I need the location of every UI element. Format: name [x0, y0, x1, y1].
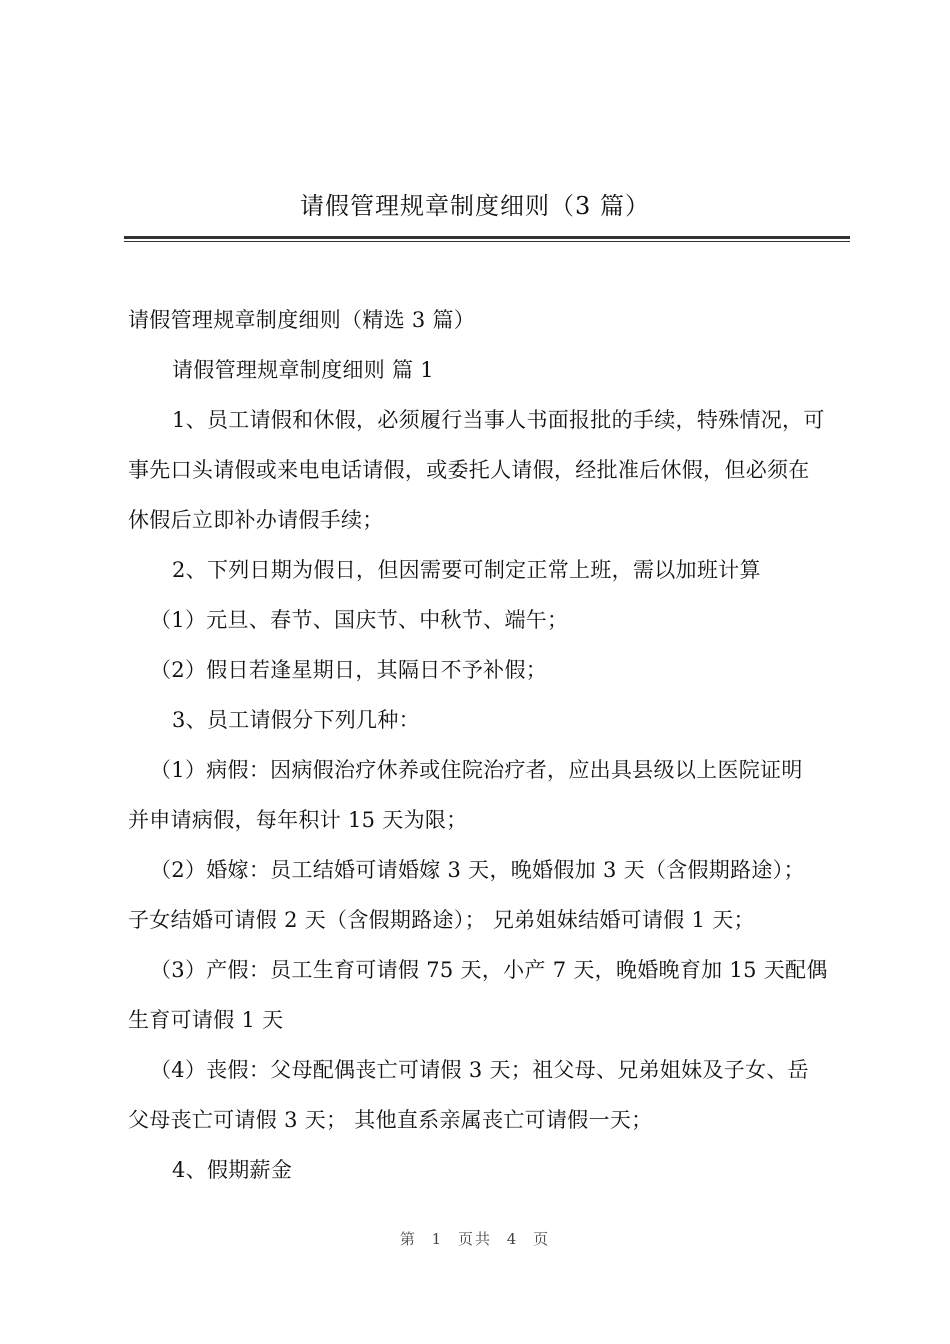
paragraph-line: （2）婚嫁：员工结婚可请婚嫁 3 天，晚婚假加 3 天（含假期路途）； [150, 858, 805, 882]
paragraph-line: （2）假日若逢星期日，其隔日不予补假； [150, 658, 548, 682]
paragraph-line: 并申请病假，每年积计 15 天为限； [128, 808, 468, 832]
title-rule-thick [124, 236, 850, 239]
paragraph-line: 3、员工请假分下列几种： [172, 708, 420, 732]
paragraph-line: （3）产假：员工生育可请假 75 天，小产 7 天，晚婚晚育加 15 天配偶 [150, 958, 828, 982]
title-rule-thin [124, 241, 850, 242]
paragraph-line: 父母丧亡可请假 3 天； 其他直系亲属丧亡可请假一天； [128, 1108, 653, 1132]
paragraph-line: （4）丧假：父母配偶丧亡可请假 3 天；祖父母、兄弟姐妹及子女、岳 [150, 1058, 809, 1082]
paragraph-line: 生育可请假 1 天 [128, 1008, 284, 1032]
paragraph-line: 2、下列日期为假日，但因需要可制定正常上班，需以加班计算 [172, 558, 761, 582]
section-heading: 请假管理规章制度细则 篇 1 [172, 358, 434, 382]
paragraph-line: （1）病假：因病假治疗休养或住院治疗者，应出具县级以上医院证明 [150, 758, 803, 782]
paragraph-line: 1、员工请假和休假，必须履行当事人书面报批的手续，特殊情况，可 [172, 408, 825, 432]
document-title: 请假管理规章制度细则（3 篇） [300, 192, 650, 220]
paragraph-line: 子女结婚可请假 2 天（含假期路途）； 兄弟姐妹结婚可请假 1 天； [128, 908, 755, 932]
paragraph-line: （1）元旦、春节、国庆节、中秋节、端午； [150, 608, 569, 632]
subtitle-line: 请假管理规章制度细则（精选 3 篇） [128, 308, 476, 332]
paragraph-line: 4、假期薪金 [172, 1158, 293, 1182]
paragraph-line: 休假后立即补办请假手续； [128, 508, 384, 532]
paragraph-line: 事先口头请假或来电电话请假，或委托人请假，经批准后休假，但必须在 [128, 458, 810, 482]
page-footer: 第 1 页共 4 页 [399, 1230, 551, 1248]
